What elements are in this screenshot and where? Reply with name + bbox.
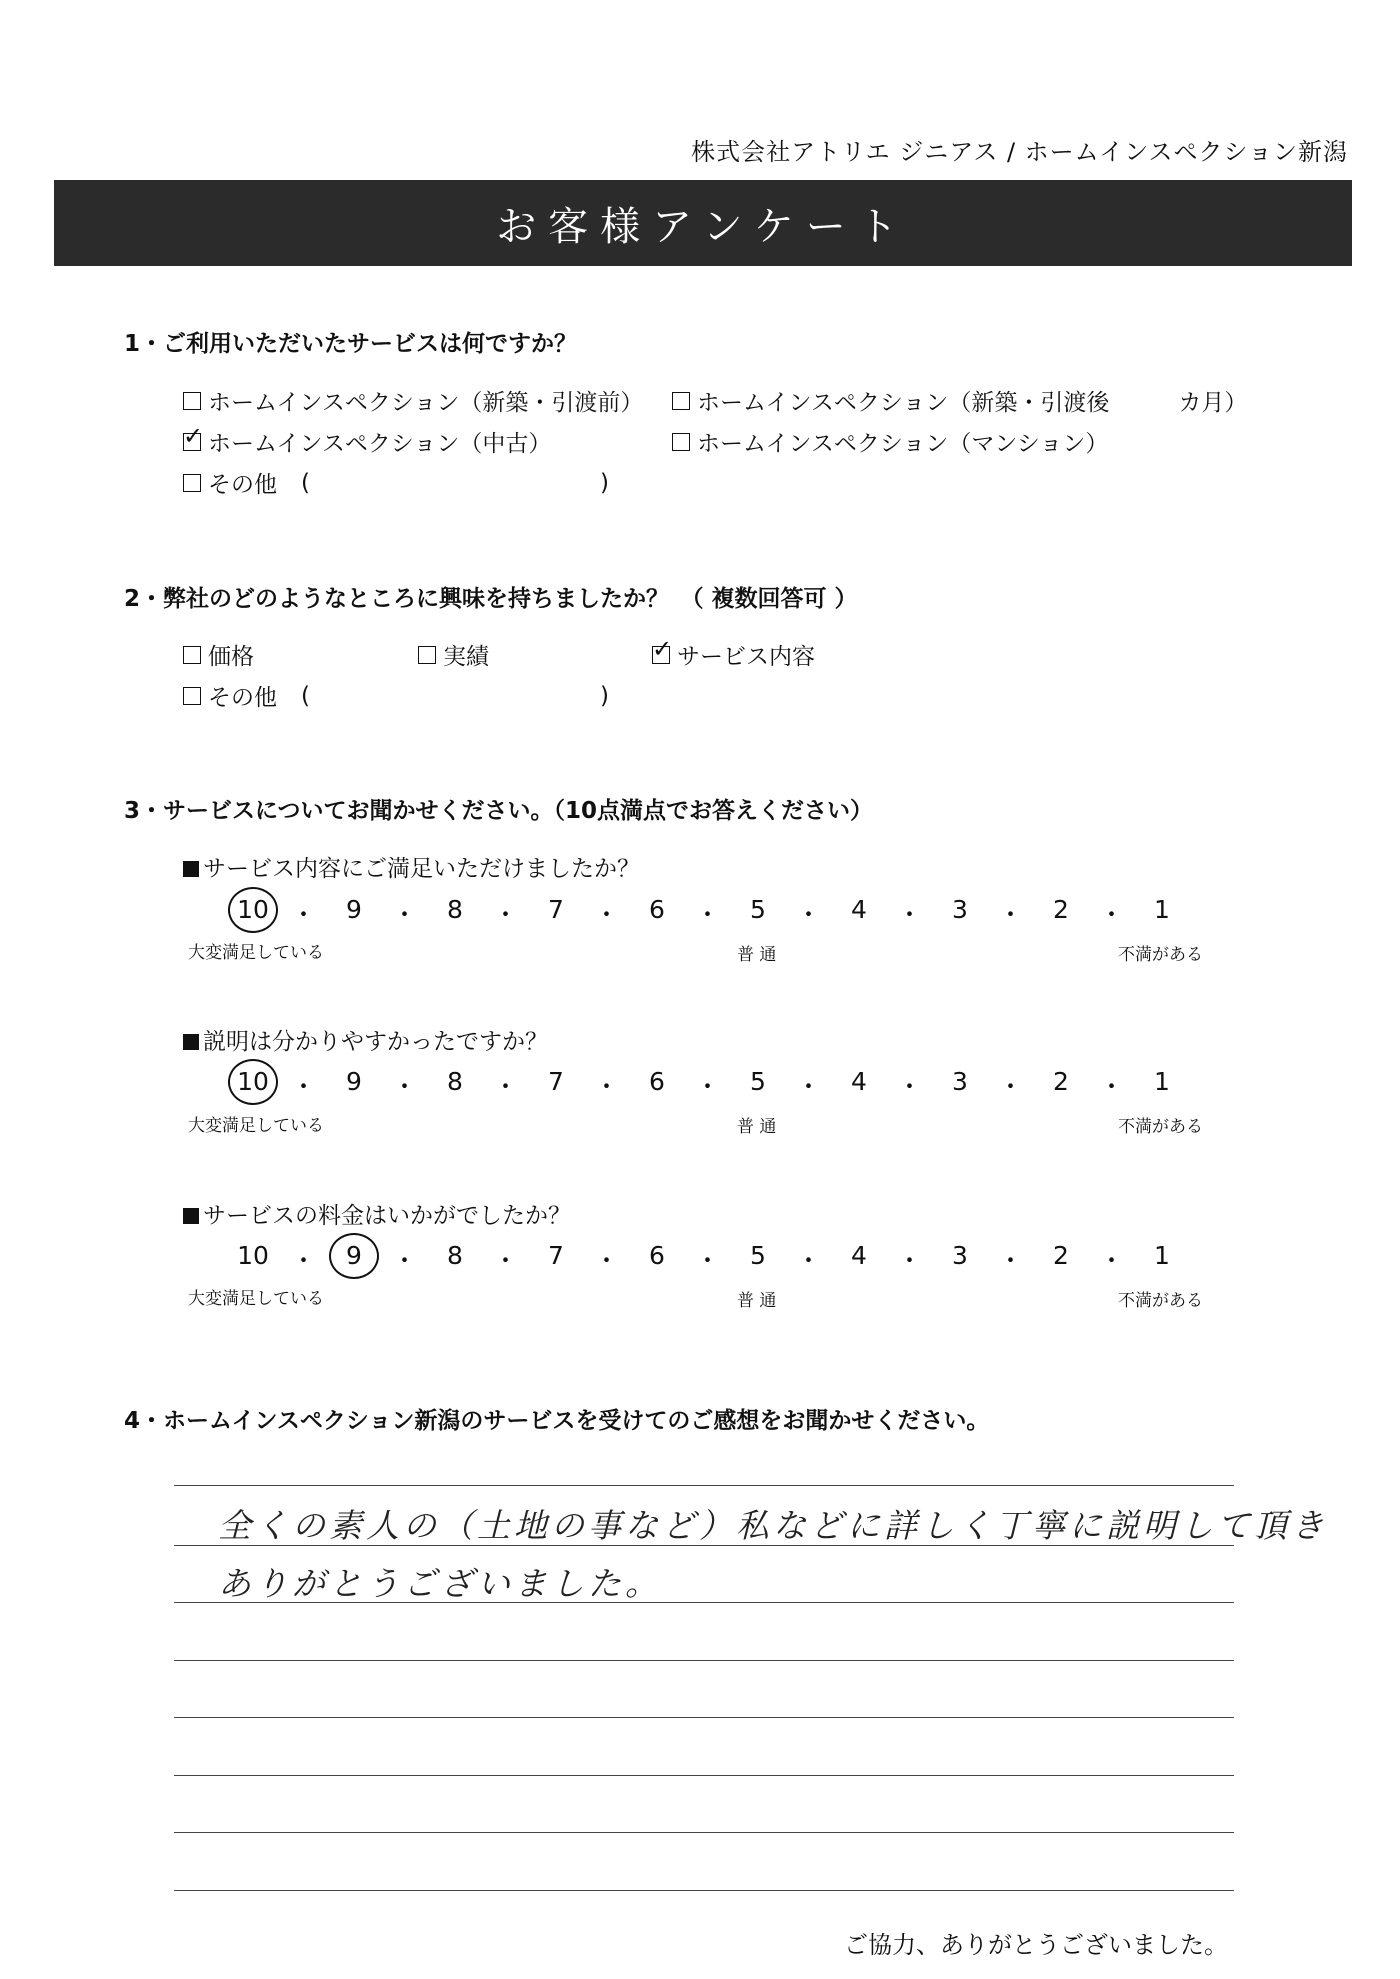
scale-separator: ・: [795, 1072, 822, 1101]
handwritten-comment-line-1: 全くの素人の（土地の事など）私などに詳しく丁寧に説明して頂き: [218, 1506, 1328, 1545]
scale-value[interactable]: 1: [1154, 895, 1170, 924]
scale-value[interactable]: 10: [237, 895, 269, 924]
scale-separator: ・: [694, 1072, 721, 1101]
q2-option-record[interactable]: [418, 638, 489, 671]
scale-separator: ・: [391, 900, 418, 929]
other-close-paren: ): [599, 469, 609, 496]
answer-line: [174, 1832, 1234, 1833]
scale-separator: ・: [1098, 1072, 1125, 1101]
handwritten-comment-line-2: ありがとうございました。: [218, 1564, 662, 1603]
option-label: ホームインスペクション（新築・引渡前）: [208, 390, 644, 416]
scale-value[interactable]: 9: [346, 1067, 362, 1096]
answer-line: [174, 1775, 1234, 1776]
label-very-satisfied: 大変満足している: [188, 943, 324, 963]
scale-separator: ・: [997, 1072, 1024, 1101]
scale-value[interactable]: 7: [548, 1067, 564, 1096]
other-open-paren: (: [301, 682, 310, 709]
q3-item-3-question: サービスの料金はいかがでしたか？: [183, 1197, 571, 1230]
scale-separator: ・: [795, 900, 822, 929]
scale-value[interactable]: 1: [1154, 1241, 1170, 1270]
scale-separator: ・: [290, 900, 317, 929]
scale-value[interactable]: 5: [750, 1241, 766, 1270]
scale-value[interactable]: 6: [649, 1241, 665, 1270]
rating-scale-1[interactable]: [233, 895, 1178, 935]
scale-separator: ・: [290, 1246, 317, 1275]
answer-line: [174, 1890, 1234, 1891]
q2-option-price[interactable]: [183, 638, 254, 671]
scale-value[interactable]: 10: [237, 1067, 269, 1096]
checkbox[interactable]: [183, 687, 201, 705]
check-mark-icon: ✓: [652, 634, 673, 663]
option-label: 実績: [443, 644, 489, 670]
checkbox-checked[interactable]: [183, 421, 204, 451]
scale-separator: ・: [492, 1246, 519, 1275]
q3-item-1-question: サービス内容にご満足いただけましたか？: [183, 850, 640, 883]
q1-option-new-after[interactable]: [672, 384, 1247, 417]
scale-separator: ・: [694, 1246, 721, 1275]
scale-value[interactable]: 6: [649, 1067, 665, 1096]
scale-value[interactable]: 1: [1154, 1067, 1170, 1096]
scale-value[interactable]: 4: [851, 1067, 867, 1096]
checkbox-checked[interactable]: [652, 634, 673, 664]
scale-separator: ・: [997, 900, 1024, 929]
scale-value[interactable]: 6: [649, 895, 665, 924]
checkbox[interactable]: [672, 392, 690, 410]
scale-separator: ・: [391, 1246, 418, 1275]
scale-separator: ・: [1098, 1246, 1125, 1275]
selected-answer-circle: [228, 887, 278, 933]
scale-separator: ・: [492, 900, 519, 929]
label-very-satisfied: 大変満足している: [188, 1116, 324, 1136]
scale-value[interactable]: 10: [237, 1241, 269, 1270]
q2-option-other[interactable]: [183, 679, 609, 712]
selected-answer-circle: [329, 1233, 379, 1279]
square-bullet-icon: [183, 1034, 199, 1050]
question-4: 4・ホームインスペクション新潟のサービスを受けてのご感想をお聞かせください。: [124, 1408, 990, 1434]
label-dissatisfied: 不満がある: [1118, 1291, 1203, 1311]
scale-value[interactable]: 9: [346, 1241, 362, 1270]
square-bullet-icon: [183, 1208, 199, 1224]
scale-separator: ・: [896, 900, 923, 929]
survey-title: お客様アンケート: [496, 203, 910, 250]
option-label: ホームインスペクション（中古）: [208, 431, 552, 457]
scale-separator: ・: [290, 1072, 317, 1101]
q1-option-other[interactable]: [183, 466, 609, 499]
scale-value[interactable]: 3: [952, 1067, 968, 1096]
scale-value[interactable]: 9: [346, 895, 362, 924]
q3-item-2-question: 説明は分かりやすかったですか？: [183, 1023, 548, 1056]
scale-value[interactable]: 8: [447, 895, 463, 924]
thank-you-note: ご協力、ありがとうございました。: [844, 1931, 1228, 1959]
scale-value[interactable]: 7: [548, 895, 564, 924]
q1-option-used[interactable]: [183, 421, 552, 458]
label-average: 普 通: [737, 945, 777, 965]
scale-separator: ・: [1098, 900, 1125, 929]
square-bullet-icon: [183, 861, 199, 877]
company-name: 株式会社アトリエ ジニアス / ホームインスペクション新潟: [691, 138, 1348, 166]
scale-value[interactable]: 5: [750, 895, 766, 924]
option-label: その他: [208, 685, 277, 711]
scale-separator: ・: [593, 1072, 620, 1101]
checkbox[interactable]: [183, 646, 201, 664]
scale-value[interactable]: 2: [1053, 1067, 1069, 1096]
label-average: 普 通: [737, 1117, 777, 1137]
answer-line: [174, 1485, 1234, 1486]
other-open-paren: (: [301, 469, 310, 496]
scale-separator: ・: [593, 1246, 620, 1275]
scale-separator: ・: [593, 900, 620, 929]
scale-separator: ・: [795, 1246, 822, 1275]
checkbox[interactable]: [183, 474, 201, 492]
scale-separator: ・: [896, 1072, 923, 1101]
q1-option-new-before[interactable]: [183, 384, 643, 417]
rating-scale-2[interactable]: [233, 1067, 1178, 1107]
scale-separator: ・: [997, 1246, 1024, 1275]
checkbox[interactable]: [418, 646, 436, 664]
scale-value[interactable]: 7: [548, 1241, 564, 1270]
scale-value[interactable]: 8: [447, 1067, 463, 1096]
label-dissatisfied: 不満がある: [1118, 1117, 1203, 1137]
scale-value[interactable]: 2: [1053, 895, 1069, 924]
q1-option-mansion[interactable]: [672, 425, 1108, 458]
answer-line: [174, 1660, 1234, 1661]
scale-value[interactable]: 4: [851, 895, 867, 924]
scale-value[interactable]: 3: [952, 895, 968, 924]
scale-separator: ・: [694, 900, 721, 929]
scale-value[interactable]: 2: [1053, 1241, 1069, 1270]
option-label: その他: [208, 472, 277, 498]
option-label: 価格: [208, 644, 254, 670]
scale-value[interactable]: 5: [750, 1067, 766, 1096]
q2-option-service[interactable]: [652, 634, 815, 671]
checkbox[interactable]: [183, 392, 201, 410]
selected-answer-circle: [228, 1059, 278, 1105]
scale-separator: ・: [492, 1072, 519, 1101]
title-bar: [54, 180, 1352, 266]
option-label: ホームインスペクション（マンション）: [697, 431, 1109, 457]
question-2: 2・弊社のどのようなところに興味を持ちましたか？ （ 複数回答可 ）: [124, 586, 858, 612]
check-mark-icon: ✓: [183, 421, 204, 450]
option-label: サービス内容: [677, 644, 815, 670]
scale-value[interactable]: 4: [851, 1241, 867, 1270]
checkbox[interactable]: [672, 433, 690, 451]
answer-line: [174, 1717, 1234, 1718]
label-average: 普 通: [737, 1291, 777, 1311]
scale-value[interactable]: 3: [952, 1241, 968, 1270]
scale-value[interactable]: 8: [447, 1241, 463, 1270]
scale-separator: ・: [896, 1246, 923, 1275]
other-close-paren: ): [599, 682, 609, 709]
option-label: ホームインスペクション（新築・引渡後 カ月）: [697, 390, 1248, 416]
label-very-satisfied: 大変満足している: [188, 1289, 324, 1309]
question-3: 3・サービスについてお聞かせください。（10点満点でお答えください）: [124, 798, 874, 824]
rating-scale-3[interactable]: [233, 1241, 1178, 1281]
scale-separator: ・: [391, 1072, 418, 1101]
question-1: 1・ご利用いただいたサービスは何ですか？: [124, 331, 578, 357]
label-dissatisfied: 不満がある: [1118, 945, 1203, 965]
